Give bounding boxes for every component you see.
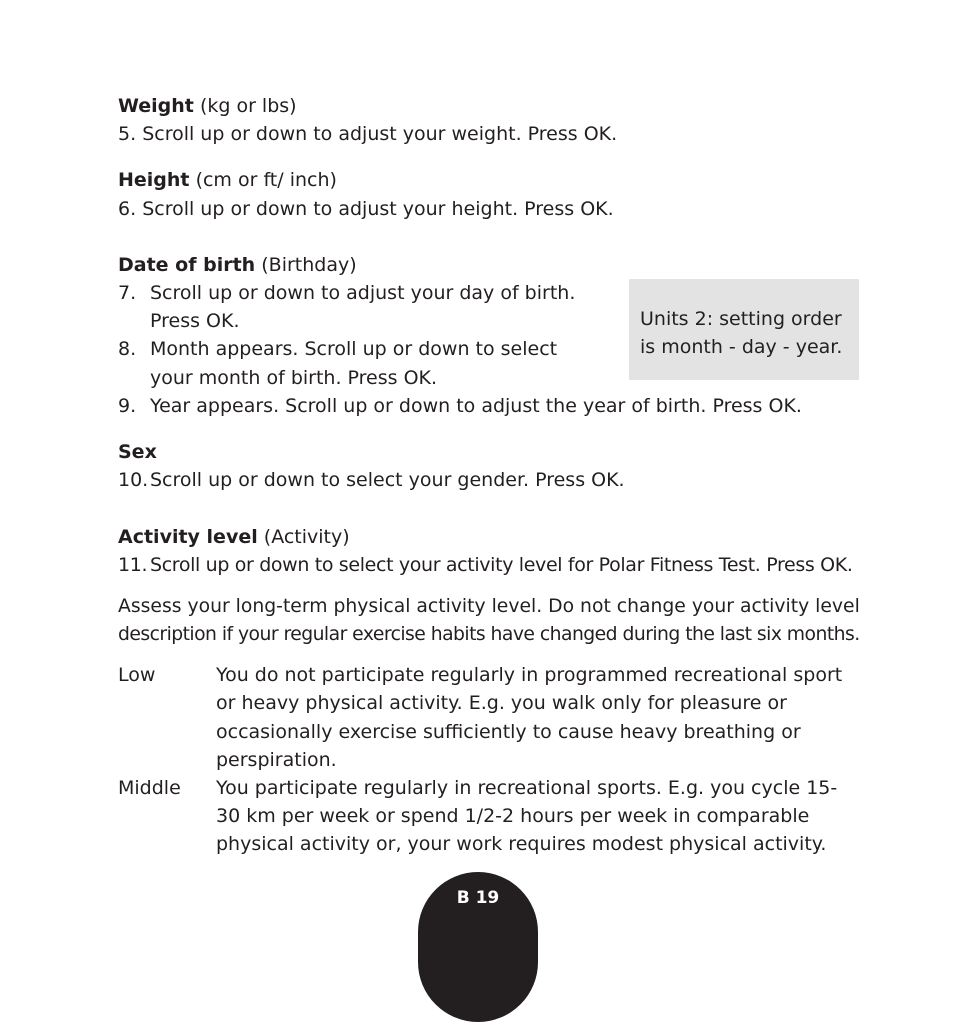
level-low-text: occasionally exercise sufficiently to cause heavy breathing or	[216, 721, 801, 743]
step-number: 6.	[118, 198, 137, 220]
assess-text: Assess your long-term physical activity level. Do not change your activity level	[118, 595, 860, 617]
units-note-line: is month - day - year.	[640, 336, 843, 358]
page-number: B 19	[456, 888, 500, 908]
level-low-name: Low	[118, 664, 156, 686]
step-text: your month of birth. Press OK.	[150, 367, 438, 389]
step-text: Year appears. Scroll up or down to adjust the year of birth. Press OK.	[150, 395, 802, 417]
height-unit: (cm or ft/ inch)	[195, 169, 337, 191]
step-6	[118, 195, 614, 223]
assess-text: description if your regular exercise habits have changed during the last six months.	[118, 623, 860, 645]
level-low-text: or heavy physical activity. E.g. you walk only for pleasure or	[216, 692, 787, 714]
step-text: Scroll up or down to adjust your day of birth.	[150, 282, 576, 304]
units-note-line: Units 2: setting order	[640, 308, 842, 330]
step-number: 8.	[118, 338, 137, 360]
level-low-text: perspiration.	[216, 749, 337, 771]
weight-heading	[118, 92, 297, 120]
level-middle-name: Middle	[118, 777, 181, 799]
height-heading	[118, 166, 337, 194]
step-number: 7.	[118, 282, 137, 304]
step-text: Scroll up or down to select your activity level for Polar Fitness Test. Press OK.	[150, 554, 853, 576]
activity-title: Activity level	[118, 526, 258, 548]
step-text: Press OK.	[150, 310, 240, 332]
level-middle-text: 30 km per week or spend 1/2-2 hours per week in comparable	[216, 805, 810, 827]
level-middle-text: You participate regularly in recreational sports. E.g. you cycle 15-	[216, 777, 838, 799]
step-text: Scroll up or down to adjust your weight. Press OK.	[142, 123, 618, 145]
level-middle-text: physical activity or, your work requires modest physical activity.	[216, 833, 827, 855]
step-text: Scroll up or down to adjust your height. Press OK.	[142, 198, 614, 220]
birth-heading	[118, 251, 357, 279]
step-number: 11.	[118, 554, 148, 576]
activity-unit: (Activity)	[263, 526, 350, 548]
step-number: 5.	[118, 123, 137, 145]
step-text: Scroll up or down to select your gender. Press OK.	[150, 469, 625, 491]
sex-title: Sex	[118, 441, 157, 463]
step-number: 10.	[118, 469, 149, 491]
step-number: 9.	[118, 395, 137, 417]
step-5	[118, 120, 617, 148]
birth-unit: (Birthday)	[261, 254, 357, 276]
weight-title: Weight	[118, 95, 194, 117]
weight-unit: (kg or lbs)	[199, 95, 297, 117]
activity-heading	[118, 523, 350, 551]
units-note-box	[629, 279, 859, 380]
level-low-text: You do not participate regularly in programmed recreational sport	[216, 664, 843, 686]
step-text: Month appears. Scroll up or down to select	[150, 338, 558, 360]
birth-title: Date of birth	[118, 254, 256, 276]
height-title: Height	[118, 169, 190, 191]
